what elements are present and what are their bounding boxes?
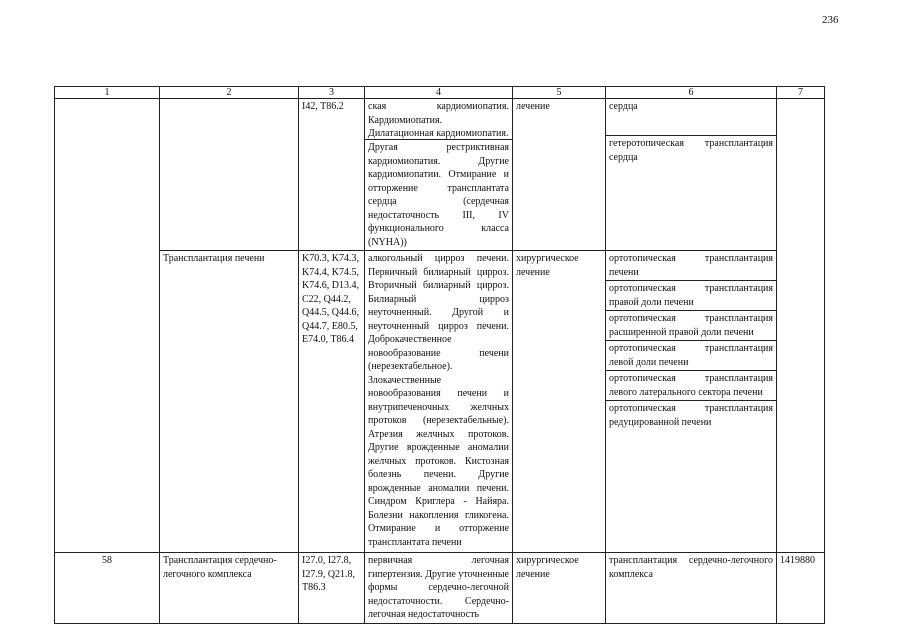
method-text: ортотопическая трансплантация левой доли печени	[606, 341, 776, 371]
diagnosis-cell: алкогольный цирроз печени. Первичный билиарный цирроз. Вторичный билиарный цирроз. Билиарный цирроз неуточненный. Другой и неуточненный цирроз печени. Доброкачественное новообразование печени (нерезектабельное). Злокачественные новообразования печени и внутрипеченочных желчных протоков (нерезектабельные). Атрезия желчных протоков. Другие врожденные аномалии желчных протоков. Кистозная болезнь печени. Другие врожденные аномалии печени. Синдром Криглера - Найяра. Болезни накопления гликогена. Отмирание и отторжение трансплантата печени	[365, 251, 513, 553]
diagnosis-text: Другая рестриктивная кардиомиопатия. Другие кардиомиопатии. Отмирание и отторжение трансплантата сердца (сердечная недостаточность III, IV функционального класса (NYHA))	[368, 142, 509, 248]
method-text: сердца	[606, 99, 776, 136]
row-number-cell	[55, 99, 160, 553]
treatment-type-cell: хирургическое лечение	[513, 553, 606, 624]
row-number-cell: 58	[55, 553, 160, 624]
method-cell: трансплантация сердечно-легочного комплекса	[606, 553, 777, 624]
treatment-type-cell: лечение	[513, 99, 606, 251]
method-cell	[606, 99, 777, 251]
table-row	[55, 99, 825, 251]
column-header: 5	[513, 87, 606, 99]
icd-codes-cell: I42, T86.2	[299, 99, 365, 251]
cost-cell	[777, 99, 825, 553]
icd-codes-cell: I27.0, I27.8, I27.9, Q21.8, T86.3	[299, 553, 365, 624]
diagnosis-cell	[365, 99, 513, 251]
column-header: 7	[777, 87, 825, 99]
method-cell	[606, 251, 777, 553]
column-header: 2	[160, 87, 299, 99]
diagnosis-text: ская кардиомиопатия. Кардиомиопатия. Дилатационная кардиомиопатия.	[365, 99, 512, 140]
column-header: 6	[606, 87, 777, 99]
cost-cell: 1419880	[777, 553, 825, 624]
method-text: ортотопическая трансплантация левого латерального сектора печени	[606, 371, 776, 401]
service-name-cell: Трансплантация печени	[160, 251, 299, 553]
method-text: гетеротопическая трансплантация сердца	[609, 138, 773, 163]
column-header: 1	[55, 87, 160, 99]
service-name-cell	[160, 99, 299, 251]
column-header: 3	[299, 87, 365, 99]
service-name-cell: Трансплантация сердечно-легочного комплекса	[160, 553, 299, 624]
page-number: 236	[822, 14, 839, 26]
medical-care-table	[54, 86, 824, 620]
method-text: ортотопическая трансплантация печени	[606, 251, 776, 281]
header-row	[55, 87, 825, 99]
diagnosis-cell: первичная легочная гипертензия. Другие уточненные формы сердечно-легочной недостаточности. Сердечно-легочная недостаточность	[365, 553, 513, 624]
method-text: ортотопическая трансплантация расширенной правой доли печени	[606, 311, 776, 341]
icd-codes-cell: K70.3, K74.3, K74.4, K74.5, K74.6, D13.4, C22, Q44.2, Q44.5, Q44.6, Q44.7, E80.5, E74.0, T86.4	[299, 251, 365, 553]
treatment-type-cell: хирургическое лечение	[513, 251, 606, 553]
table-row	[55, 251, 825, 553]
table-row	[55, 553, 825, 624]
column-header: 4	[365, 87, 513, 99]
method-text: ортотопическая трансплантация редуцированной печени	[609, 403, 773, 428]
method-text: ортотопическая трансплантация правой доли печени	[606, 281, 776, 311]
